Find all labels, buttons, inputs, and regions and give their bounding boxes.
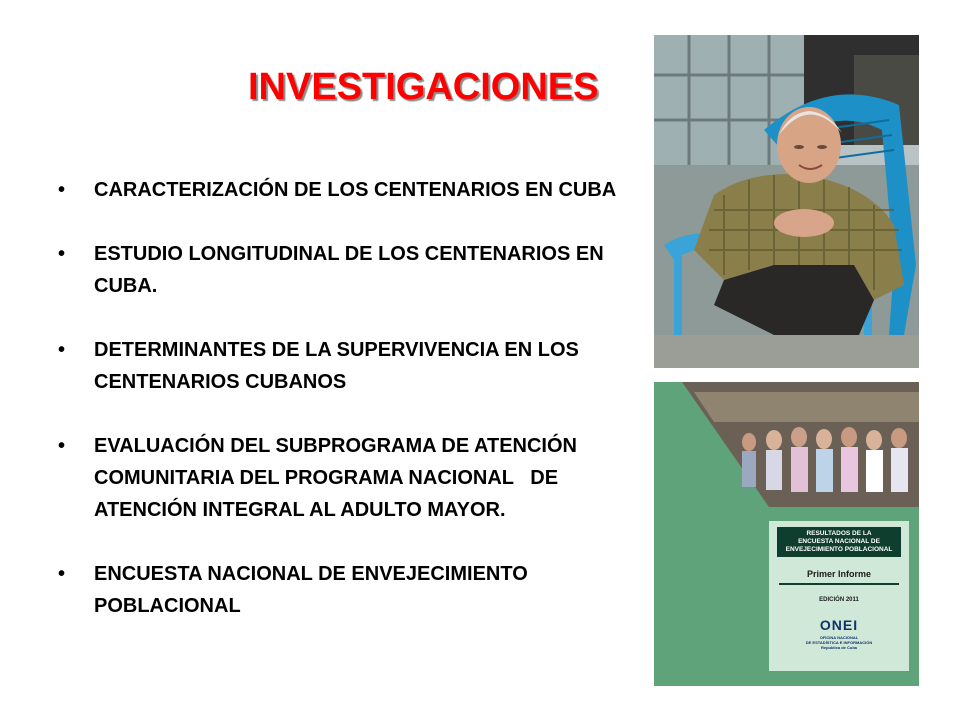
bullet-item [54,174,644,206]
cover-subtitle: Primer Informe [806,569,872,579]
bullet-text: EVALUACIÓN DEL SUBPROGRAMA DE ATENCIÓN COMUNITARIA DEL PROGRAMA NACIONAL DE ATENCIÓN INTEGRAL AL ADULTO MAYOR. [94,435,583,521]
cover-title-box [769,521,909,671]
bullet-text: CARACTERIZACIÓN DE LOS CENTENARIOS EN CUBA [94,179,617,201]
photo-elderly-man [654,35,919,368]
cover-heading [777,527,901,557]
cover-heading-line: ENVEJECIMIENTO POBLACIONAL [785,546,893,553]
photo-illustration [654,35,919,368]
bullet-list [54,174,644,654]
bullet-text: ENCUESTA NACIONAL DE ENVEJECIMIENTO POBLACIONAL [94,563,534,617]
cover-org-line: OFICINA NACIONAL [819,635,859,640]
bullet-item [54,238,644,302]
cover-org-line: República de Cuba [820,645,857,650]
cover-heading-line: ENCUESTA NACIONAL DE [798,538,880,545]
cover-heading-line: RESULTADOS DE LA [806,530,872,537]
onei-logo: ONEI [819,617,859,633]
report-cover [654,382,919,686]
bullet-item [54,558,644,622]
bullet-text: DETERMINANTES DE LA SUPERVIVENCIA EN LOS CENTENARIOS CUBANOS [94,339,585,393]
cover-divider [779,583,899,585]
cover-org-line: DE ESTADÍSTICA E INFORMACIÓN [805,640,873,645]
cover-org [787,635,891,650]
bullet-item [54,430,644,526]
cover-edition: EDICIÓN 2011 [819,597,859,603]
bullet-item [54,334,644,398]
slide-title: INVESTIGACIONES [248,66,599,108]
bullet-text: ESTUDIO LONGITUDINAL DE LOS CENTENARIOS EN CUBA. [94,243,610,297]
